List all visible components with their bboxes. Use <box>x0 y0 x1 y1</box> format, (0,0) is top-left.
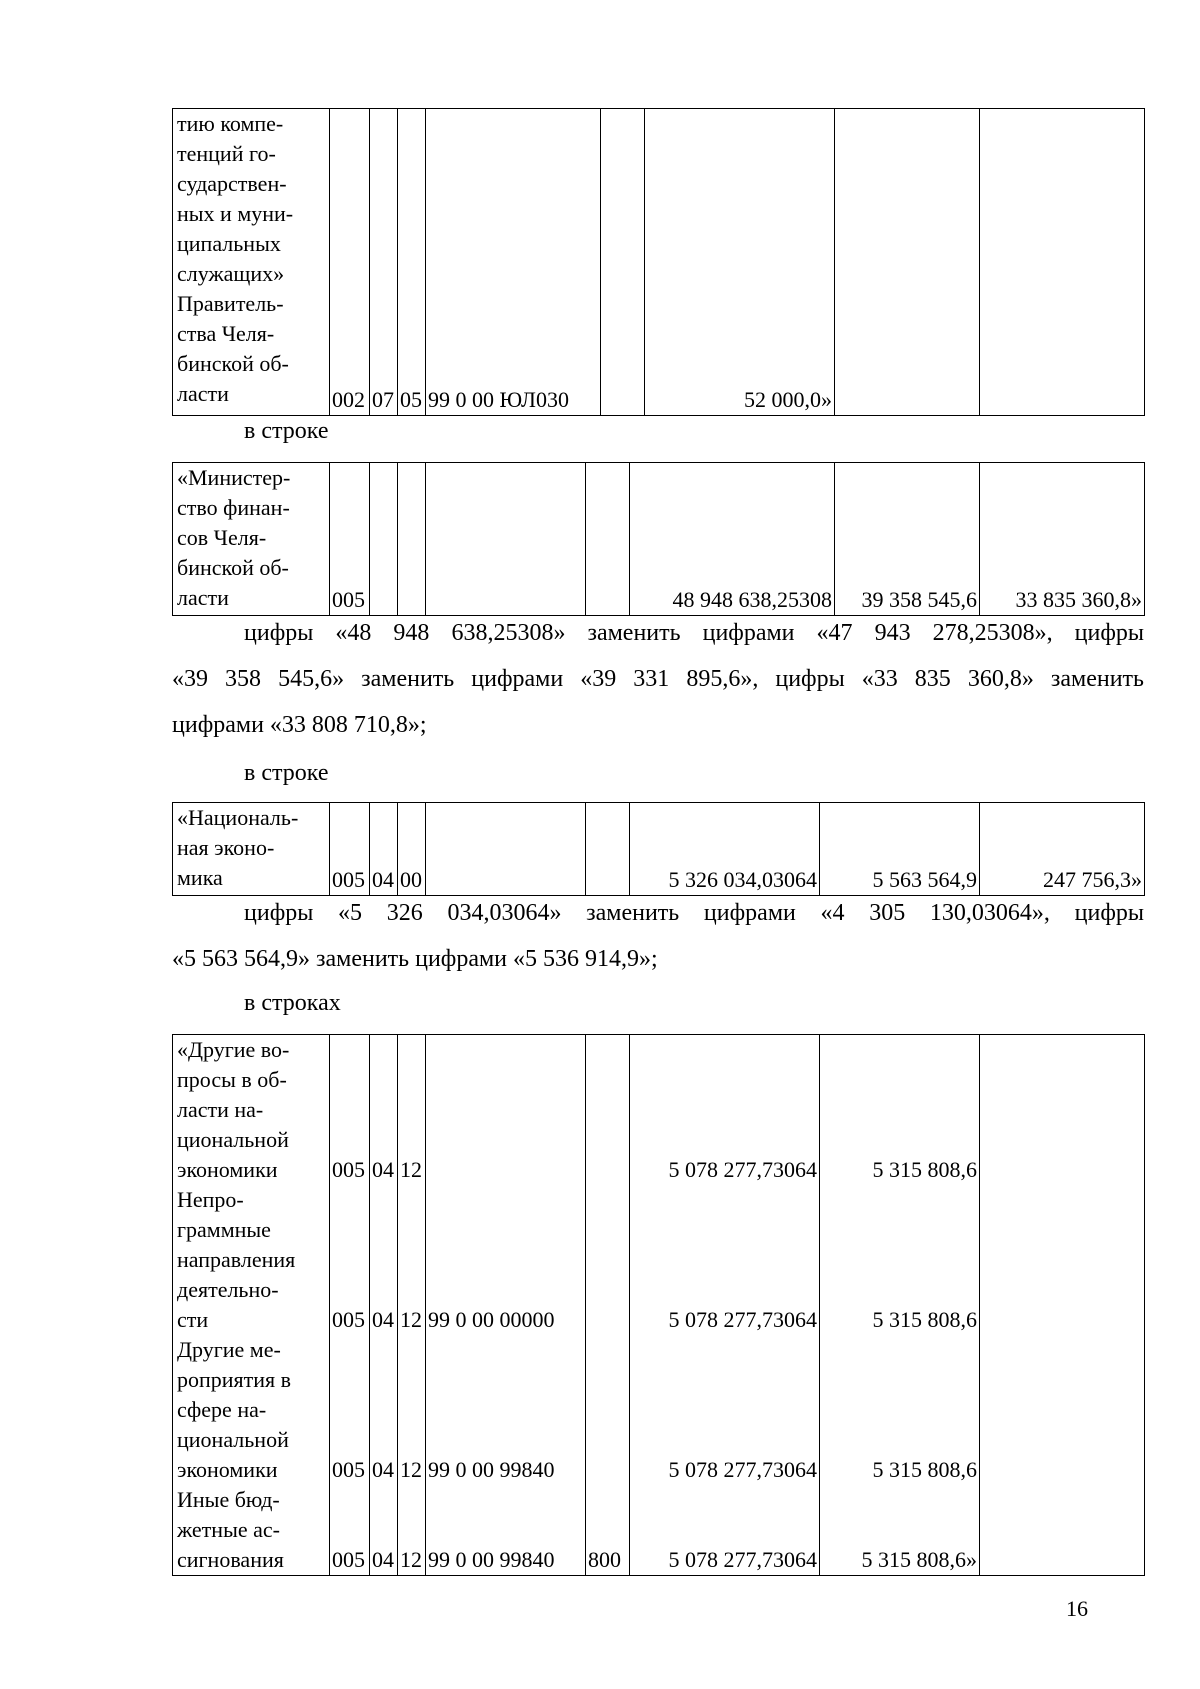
name-line: бинской об- <box>177 555 289 580</box>
name-line: мика <box>177 865 223 890</box>
paragraph-line: цифры «48 948 638,25308» заменить цифрами «47 943 278,25308», цифры <box>244 620 1144 646</box>
name-line: бинской об- <box>177 351 289 376</box>
amount-cell <box>980 1185 1145 1335</box>
code-cell: 99 0 00 99840 <box>426 1335 586 1485</box>
amount-cell: 5 315 808,6 <box>820 1035 980 1186</box>
table-row <box>173 1035 1145 1186</box>
amount-cell: 5 315 808,6 <box>820 1185 980 1335</box>
name-line: экономики <box>177 1157 278 1182</box>
section-label: в строке <box>244 760 329 786</box>
budget-table-1 <box>172 108 1145 416</box>
table-row <box>173 803 1145 896</box>
code-cell <box>586 803 630 896</box>
name-line: сигнования <box>177 1547 284 1572</box>
paragraph-line: цифрами «33 808 710,8»; <box>172 712 427 738</box>
name-line: ная эконо- <box>177 835 275 860</box>
name-line: граммные <box>177 1217 271 1242</box>
paragraph-line: «39 358 545,6» заменить цифрами «39 331 895,6», цифры «33 835 360,8» заменить <box>172 666 1144 692</box>
code-cell: 005 <box>330 1035 370 1186</box>
name-line: сов Челя- <box>177 525 267 550</box>
code-cell: 12 <box>398 1485 426 1576</box>
amount-cell: 5 315 808,6» <box>820 1485 980 1576</box>
code-cell: 99 0 00 ЮЛ030 <box>426 109 601 416</box>
amount-cell: 5 078 277,73064 <box>630 1485 820 1576</box>
code-cell: 99 0 00 00000 <box>426 1185 586 1335</box>
amendment-paragraph-2 <box>172 898 1144 990</box>
code-cell: 005 <box>330 1185 370 1335</box>
code-cell: 005 <box>330 463 370 616</box>
amount-cell: 5 078 277,73064 <box>630 1035 820 1186</box>
table-row <box>173 1185 1145 1335</box>
name-line: тию компе- <box>177 111 284 136</box>
row-name-cell <box>173 1185 330 1335</box>
amount-cell: 5 563 564,9 <box>820 803 980 896</box>
amount-cell: 5 078 277,73064 <box>630 1335 820 1485</box>
name-line: роприятия в <box>177 1367 292 1392</box>
amount-cell <box>980 109 1145 416</box>
amount-cell <box>980 1035 1145 1186</box>
name-line: «Министер- <box>177 465 291 490</box>
amount-cell <box>980 1485 1145 1576</box>
code-cell: 04 <box>370 1485 398 1576</box>
budget-table-2 <box>172 462 1145 616</box>
row-name-cell <box>173 1335 330 1485</box>
code-cell <box>586 1335 630 1485</box>
code-cell: 00 <box>398 803 426 896</box>
code-cell <box>601 109 645 416</box>
row-name-cell <box>173 1035 330 1186</box>
code-cell <box>586 1185 630 1335</box>
amount-cell: 247 756,3» <box>980 803 1145 896</box>
name-line: Иные бюд- <box>177 1487 280 1512</box>
code-cell <box>426 463 586 616</box>
name-line: ства Челя- <box>177 321 275 346</box>
row-name-cell <box>173 109 330 416</box>
amount-cell: 5 315 808,6 <box>820 1335 980 1485</box>
row-name-cell <box>173 803 330 896</box>
section-label: в строках <box>244 990 341 1016</box>
code-cell: 005 <box>330 1485 370 1576</box>
paragraph-line: цифры «5 326 034,03064» заменить цифрами «4 305 130,03064», цифры <box>244 900 1144 926</box>
name-line: Непро- <box>177 1187 244 1212</box>
name-line: Правитель- <box>177 291 284 316</box>
code-cell <box>370 463 398 616</box>
code-cell <box>586 463 630 616</box>
code-cell: 12 <box>398 1185 426 1335</box>
amount-cell: 39 358 545,6 <box>835 463 980 616</box>
code-cell: 12 <box>398 1035 426 1186</box>
row-name-cell <box>173 1485 330 1576</box>
name-line: Другие ме- <box>177 1337 281 1362</box>
code-cell: 04 <box>370 1335 398 1485</box>
name-line: ласти <box>177 585 229 610</box>
name-line: ных и муни- <box>177 201 294 226</box>
amount-cell: 5 078 277,73064 <box>630 1185 820 1335</box>
budget-table-4 <box>172 1034 1145 1576</box>
name-line: циональной <box>177 1427 289 1452</box>
amount-cell: 52 000,0» <box>645 109 835 416</box>
name-line: «Националь- <box>177 805 299 830</box>
name-line: тенций го- <box>177 141 276 166</box>
paragraph-line: «5 563 564,9» заменить цифрами «5 536 914,9»; <box>172 946 658 972</box>
code-cell <box>426 803 586 896</box>
row-name-cell <box>173 463 330 616</box>
name-line: ципальных <box>177 231 281 256</box>
code-cell: 12 <box>398 1335 426 1485</box>
page-number: 16 <box>1066 1596 1088 1621</box>
amount-cell <box>980 1335 1145 1485</box>
code-cell: 07 <box>370 109 398 416</box>
name-line: служащих» <box>177 261 285 286</box>
table-row <box>173 1335 1145 1485</box>
amount-cell: 33 835 360,8» <box>980 463 1145 616</box>
code-cell: 04 <box>370 1185 398 1335</box>
code-cell <box>426 1035 586 1186</box>
code-cell: 05 <box>398 109 426 416</box>
code-cell: 800 <box>586 1485 630 1576</box>
code-cell: 04 <box>370 803 398 896</box>
name-line: циональной <box>177 1127 289 1152</box>
amount-cell <box>835 109 980 416</box>
name-line: просы в об- <box>177 1067 287 1092</box>
name-line: ласти <box>177 381 229 406</box>
code-cell: 005 <box>330 803 370 896</box>
budget-table-3 <box>172 802 1145 896</box>
code-cell: 99 0 00 99840 <box>426 1485 586 1576</box>
name-line: ство финан- <box>177 495 290 520</box>
name-line: жетные ас- <box>177 1517 280 1542</box>
section-label: в строке <box>244 418 329 444</box>
name-line: сфере на- <box>177 1397 267 1422</box>
amendment-paragraph-1 <box>172 618 1144 756</box>
table-row <box>173 109 1145 416</box>
code-cell: 005 <box>330 1335 370 1485</box>
name-line: экономики <box>177 1457 278 1482</box>
amount-cell: 5 326 034,03064 <box>630 803 820 896</box>
name-line: сударствен- <box>177 171 287 196</box>
code-cell: 04 <box>370 1035 398 1186</box>
code-cell <box>398 463 426 616</box>
amount-cell: 48 948 638,25308 <box>630 463 835 616</box>
name-line: ласти на- <box>177 1097 264 1122</box>
name-line: «Другие во- <box>177 1037 290 1062</box>
code-cell: 002 <box>330 109 370 416</box>
name-line: направления <box>177 1247 296 1272</box>
table-row <box>173 1485 1145 1576</box>
name-line: деятельно- <box>177 1277 279 1302</box>
name-line: сти <box>177 1307 209 1332</box>
table-row <box>173 463 1145 616</box>
code-cell <box>586 1035 630 1186</box>
